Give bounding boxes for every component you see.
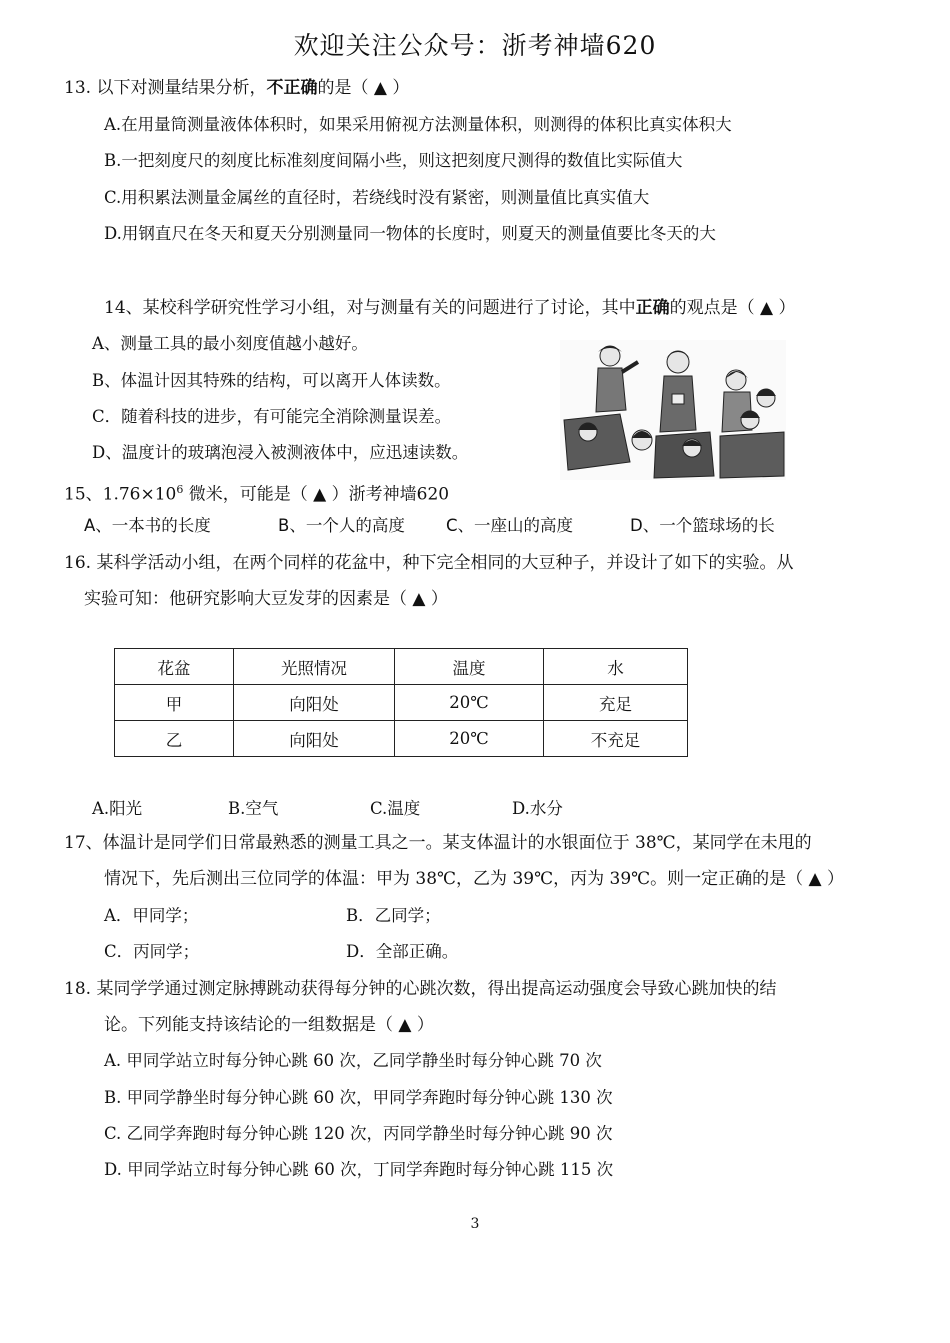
q17-option-d: D．全部正确。 <box>346 942 459 961</box>
q15-stem <box>64 478 449 507</box>
q17-stem-line1: 17、体温计是同学们日常最熟悉的测量工具之一。某支体温计的水银面位于 38℃，某同学在未甩的 <box>64 833 812 853</box>
table-cell: 向阳处 <box>234 685 395 721</box>
table-cell: 乙 <box>115 721 234 757</box>
q16-option-c: C.温度 <box>370 799 421 818</box>
q16-option-a: A.阳光 <box>92 799 143 818</box>
table-header-cell: 温度 <box>395 649 544 685</box>
q18-option-c: C. 乙同学奔跑时每分钟心跳 120 次，丙同学静坐时每分钟心跳 90 次 <box>104 1124 613 1143</box>
table-cell: 不充足 <box>544 721 688 757</box>
q13-stem-pre: 13. 以下对测量结果分析， <box>64 78 267 98</box>
page-number: 3 <box>470 1216 480 1232</box>
q18-option-d: D. 甲同学站立时每分钟心跳 60 次，丁同学奔跑时每分钟心跳 115 次 <box>104 1160 614 1179</box>
q15-stem-exponent: 6 <box>176 483 184 496</box>
table-header-cell: 花盆 <box>115 649 234 685</box>
q13-stem-post: 的是（ ▲ ） <box>317 78 410 98</box>
q15-option-b: B、一个人的高度 <box>278 516 405 535</box>
q14-stem <box>104 296 796 320</box>
table-cell: 20℃ <box>395 685 544 721</box>
q13-option-c: C.用积累法测量金属丝的直径时，若绕线时没有紧密，则测量值比真实值大 <box>104 188 650 207</box>
q15-stem-post: 微米，可能是（ ▲ ）浙考神墙620 <box>183 484 450 505</box>
q16-option-d: D.水分 <box>512 799 563 818</box>
q15-stem-pre: 15、1.76×10 <box>64 484 177 505</box>
q14-stem-post: 的观点是（ ▲ ） <box>669 298 796 318</box>
q13-option-b: B.一把刻度尺的刻度比标准刻度间隔小些，则这把刻度尺测得的数值比实际值大 <box>104 151 683 170</box>
q16-option-b: B.空气 <box>228 799 279 818</box>
page-header: 欢迎关注公众号：浙考神墙620 <box>293 31 657 60</box>
table-header-cell: 水 <box>544 649 688 685</box>
table-header-row <box>115 649 688 685</box>
table-header-cell: 光照情况 <box>234 649 395 685</box>
table-cell: 充足 <box>544 685 688 721</box>
q13-stem-bold: 不正确 <box>266 78 318 98</box>
q14-stem-pre: 14、某校科学研究性学习小组，对与测量有关的问题进行了讨论，其中 <box>104 298 636 318</box>
q14-stem-bold: 正确 <box>635 298 670 318</box>
students-discussion-illustration <box>560 340 786 480</box>
table-cell: 甲 <box>115 685 234 721</box>
q17-stem-line2: 情况下，先后测出三位同学的体温：甲为 38℃，乙为 39℃，丙为 39℃。则一定正确的是（ ▲ ） <box>104 869 845 889</box>
q13-stem <box>64 76 409 100</box>
q15-option-a: A、一本书的长度 <box>84 516 211 535</box>
table-cell: 20℃ <box>395 721 544 757</box>
table-row <box>115 685 688 721</box>
q14-option-b: B、体温计因其特殊的结构，可以离开人体读数。 <box>92 371 451 390</box>
q15-option-d: D、一个篮球场的长 <box>630 516 775 535</box>
q14-option-c: C．随着科技的进步，有可能完全消除测量误差。 <box>92 407 452 426</box>
q14-option-d: D、温度计的玻璃泡浸入被测液体中，应迅速读数。 <box>92 443 469 462</box>
q14-option-a: A、测量工具的最小刻度值越小越好。 <box>92 334 368 353</box>
q17-option-b: B．乙同学； <box>346 906 441 925</box>
table-cell: 向阳处 <box>234 721 395 757</box>
q18-stem-line2: 论。下列能支持该结论的一组数据是（ ▲ ） <box>104 1015 434 1035</box>
q16-stem-line2: 实验可知：他研究影响大豆发芽的因素是（ ▲ ） <box>84 589 448 609</box>
q16-stem-line1: 16. 某科学活动小组，在两个同样的花盆中，种下完全相同的大豆种子，并设计了如下的实验。从 <box>64 553 794 573</box>
q13-option-d: D.用钢直尺在冬天和夏天分别测量同一物体的长度时，则夏天的测量值要比冬天的大 <box>104 224 716 243</box>
q18-option-a: A. 甲同学站立时每分钟心跳 60 次，乙同学静坐时每分钟心跳 70 次 <box>104 1051 602 1070</box>
q18-option-b: B. 甲同学静坐时每分钟心跳 60 次，甲同学奔跑时每分钟心跳 130 次 <box>104 1088 613 1107</box>
q15-option-c: C、一座山的高度 <box>446 516 574 535</box>
q18-stem-line1: 18. 某同学学通过测定脉搏跳动获得每分钟的心跳次数，得出提高运动强度会导致心跳加快的结 <box>64 979 777 999</box>
q17-option-c: C．丙同学； <box>104 942 200 961</box>
q13-option-a: A.在用量筒测量液体体积时，如果采用俯视方法测量体积，则测得的体积比真实体积大 <box>104 115 732 134</box>
q17-option-a: A．甲同学； <box>104 906 199 925</box>
experiment-table <box>114 648 688 757</box>
table-row <box>115 721 688 757</box>
